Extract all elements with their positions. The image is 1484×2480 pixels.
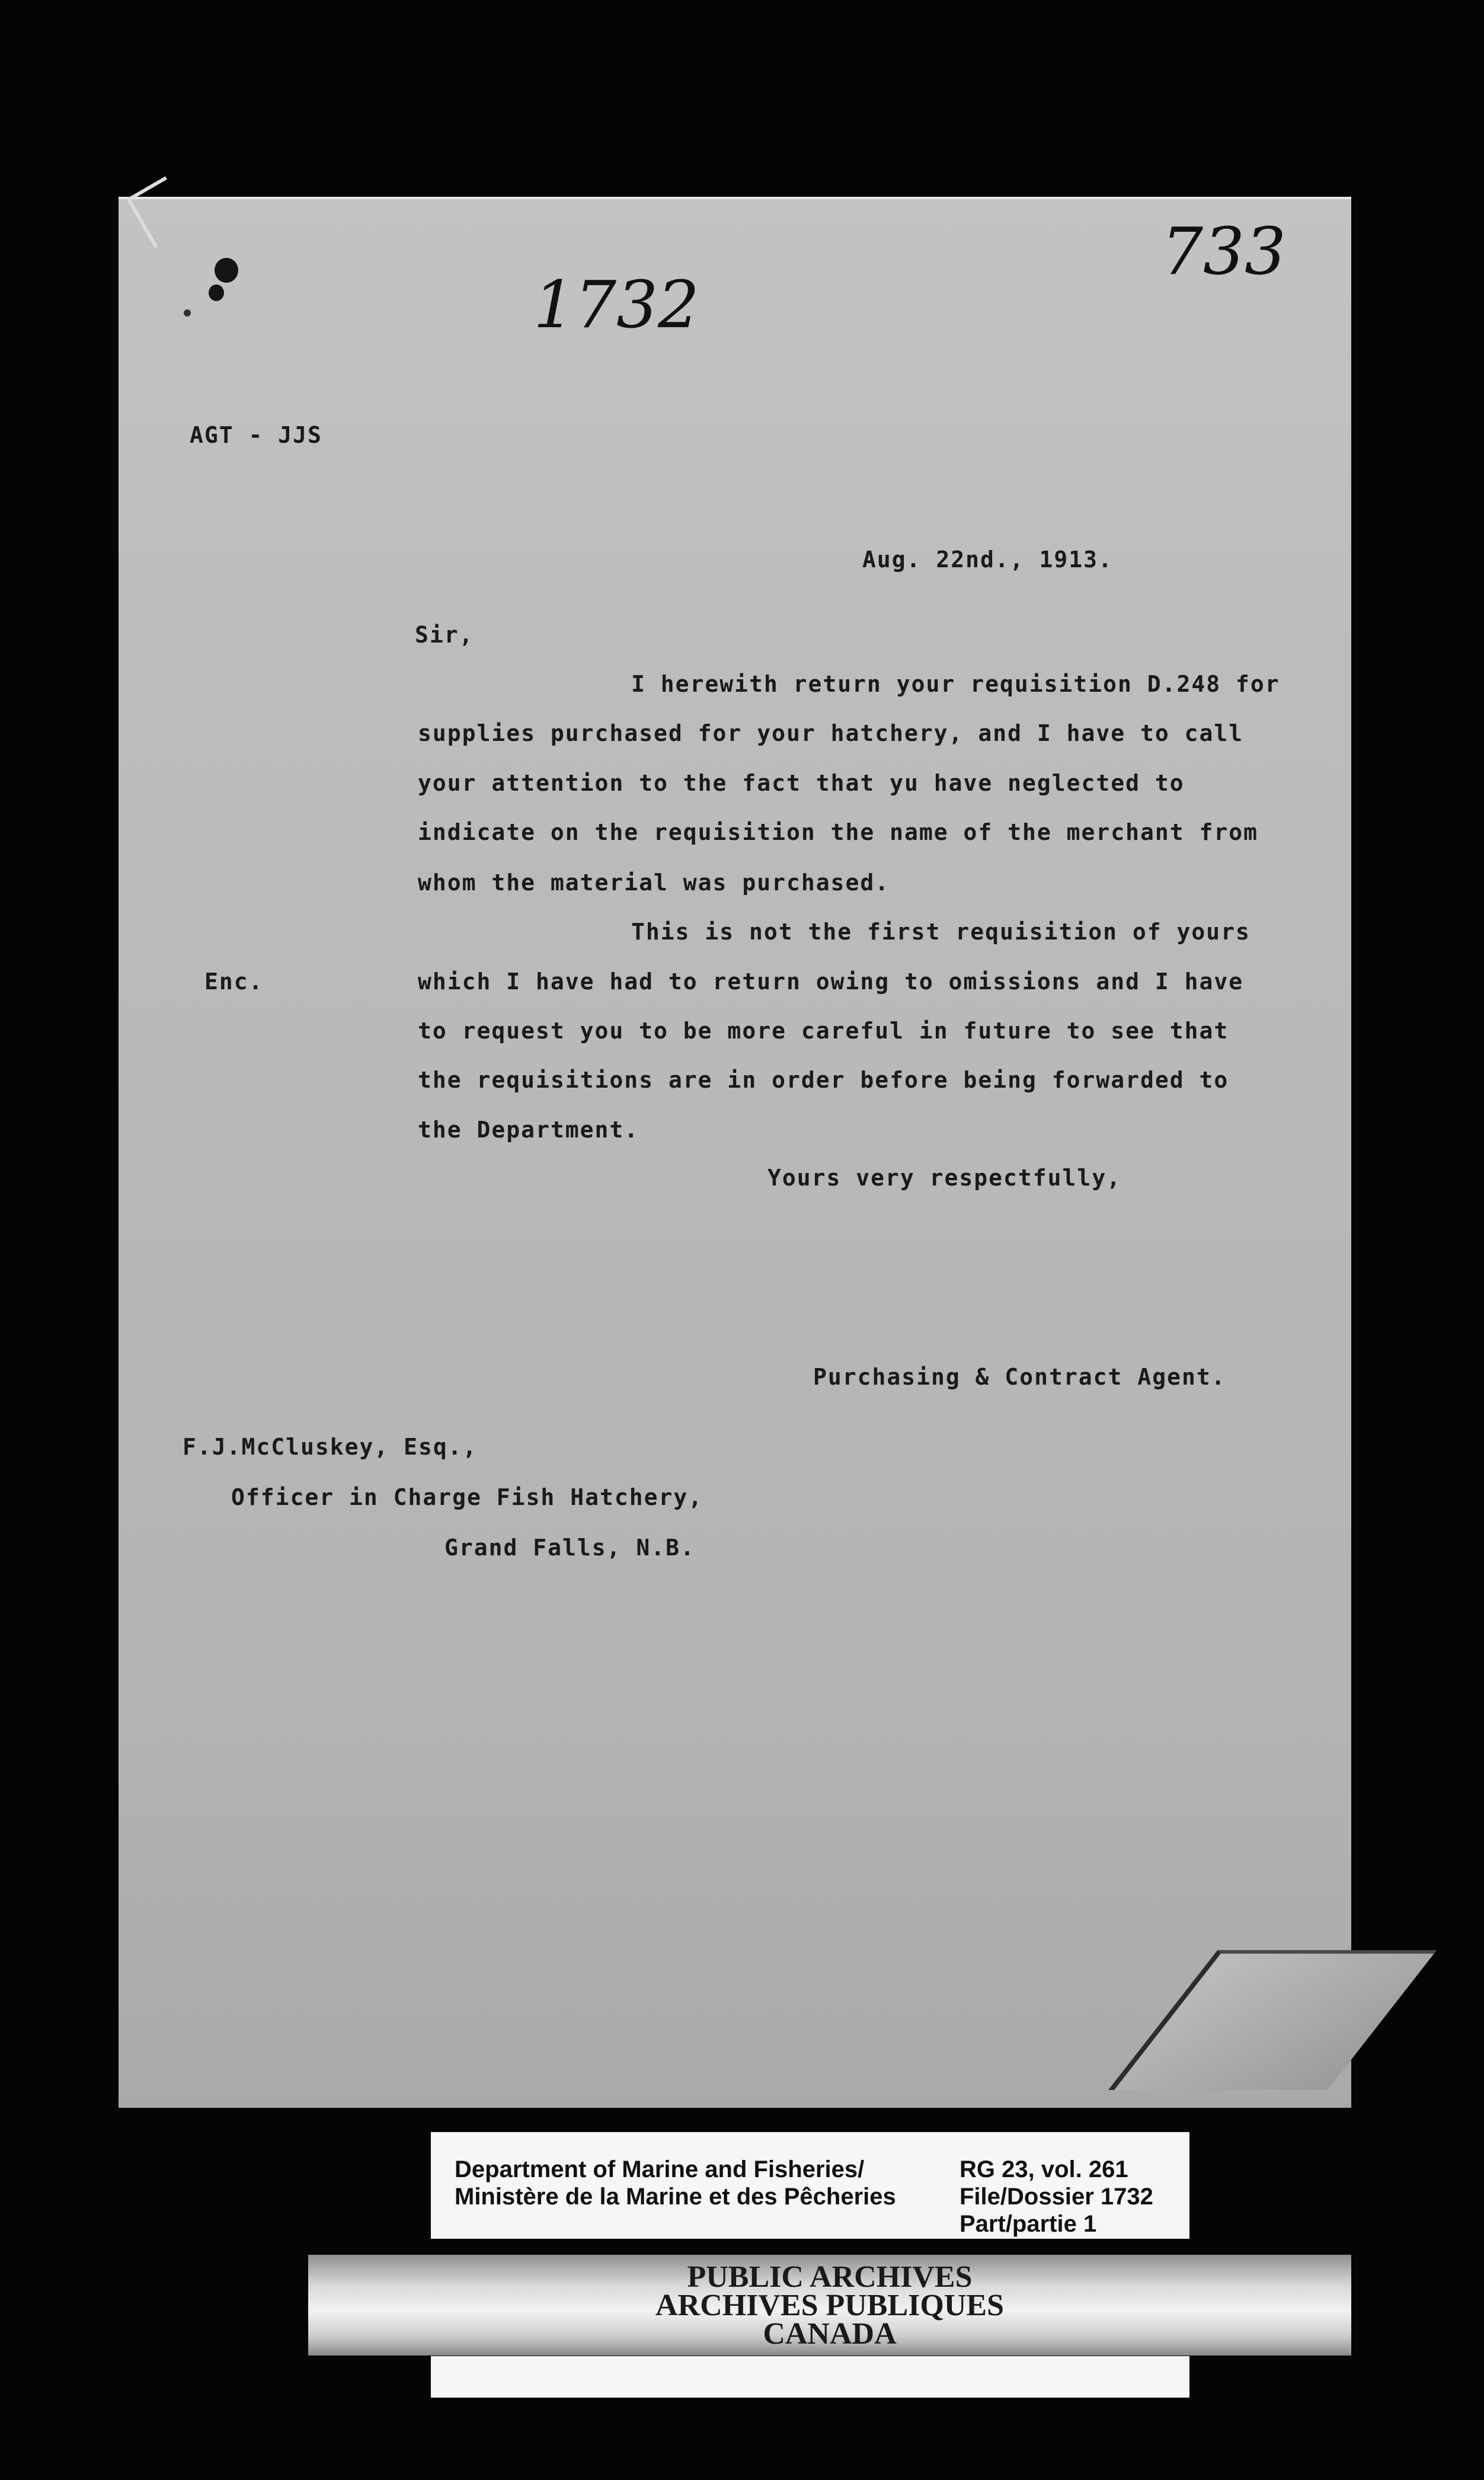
punch-hole	[209, 285, 224, 301]
signature-title: Purchasing & Contract Agent.	[813, 1364, 1226, 1390]
archive-label-reference	[960, 2156, 1153, 2238]
body-line: I herewith return your requisition D.248 for	[631, 671, 1280, 697]
closing: Yours very respectfully,	[767, 1165, 1122, 1191]
body-line: supplies purchased for your hatchery, and I have to call	[418, 720, 1244, 746]
stamp-line-1: PUBLIC ARCHIVES	[687, 2260, 973, 2294]
public-archives-stamp	[308, 2255, 1351, 2356]
salutation: Sir,	[415, 622, 474, 648]
file-reference: File/Dossier 1732	[960, 2184, 1153, 2210]
stamp-line-3: CANADA	[763, 2317, 897, 2351]
recipient-address: Grand Falls, N.B.	[444, 1535, 695, 1561]
handwritten-file-number: 1732	[533, 267, 699, 343]
letter-page	[119, 197, 1351, 2108]
archive-label	[431, 2132, 1189, 2239]
body-line: the requisitions are in order before being forwarded to	[418, 1067, 1229, 1093]
record-group: RG 23, vol. 261	[960, 2156, 1128, 2182]
body-line: which I have had to return owing to omissions and I have	[418, 969, 1244, 995]
handwritten-page-number: 733	[1162, 213, 1286, 289]
label-strip	[431, 2356, 1189, 2398]
department-en: Department of Marine and Fisheries/	[455, 2156, 865, 2182]
body-line: to request you to be more careful in future to see that	[418, 1018, 1229, 1044]
body-line: whom the material was purchased.	[418, 870, 890, 896]
letter-date: Aug. 22nd., 1913.	[862, 547, 1113, 573]
department-fr: Ministère de la Marine et des Pêcheries	[455, 2184, 896, 2210]
body-line: indicate on the requisition the name of the merchant from	[418, 819, 1259, 845]
recipient-title: Officer in Charge Fish Hatchery,	[231, 1484, 703, 1510]
initials: AGT - JJS	[190, 422, 322, 448]
punch-hole	[215, 258, 238, 283]
archive-label-department	[455, 2156, 896, 2210]
body-line: your attention to the fact that yu have neglected to	[418, 770, 1185, 796]
punch-hole	[184, 309, 191, 317]
stamp-line-2: ARCHIVES PUBLIQUES	[655, 2289, 1005, 2322]
part-reference: Part/partie 1	[960, 2211, 1097, 2237]
body-line: the Department.	[418, 1117, 639, 1143]
body-line: This is not the first requisition of yours	[631, 919, 1250, 945]
enclosure-note: Enc.	[204, 969, 264, 995]
recipient-name: F.J.McCluskey, Esq.,	[183, 1434, 478, 1460]
